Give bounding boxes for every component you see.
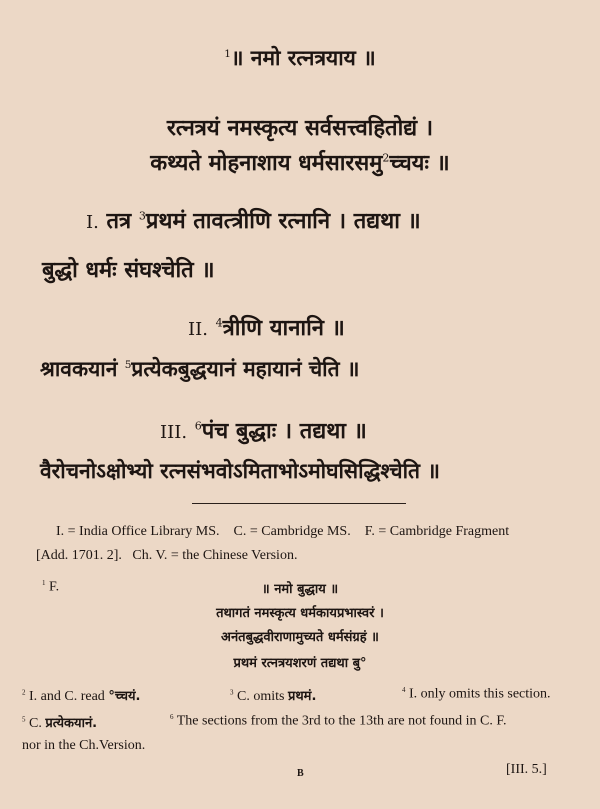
footnote-2: $^2$ I. and C. read °च्चयं.: [22, 688, 141, 704]
section-2-heading: [188, 312, 345, 342]
verse-line-2-part-b: च्चयः ॥: [389, 151, 450, 176]
footnote-1-line-1: ॥ नमो बुद्धाय ॥: [261, 582, 339, 597]
heading-text: ॥ नमो रत्नत्रयाय ॥: [230, 46, 376, 70]
section-3-heading: [160, 415, 367, 445]
section-3-text: पंच बुद्धाः । तद्यथा ॥: [201, 419, 367, 444]
abbreviations-line-1: I. = India Office Library MS. C. = Cambridge MS. F. = Cambridge Fragment: [56, 524, 510, 539]
footnote-1-marker: 1: [42, 579, 46, 587]
footnote-6-line-2: nor in the Ch.Version.: [22, 738, 146, 753]
section-2-line-2: [40, 355, 359, 383]
verse-footnote-marker: 2: [382, 151, 390, 165]
footnote-6: $^6$ The sections from the 3rd to the 13th are not found in C. F.: [170, 713, 507, 729]
section-2-line-2-part-a: श्रावकयानं: [40, 357, 118, 381]
footnote-1-line-4: प्रथमं रत्नत्रयशरणं तद्यथा बु°: [233, 656, 367, 671]
abbreviations-line-2: [Add. 1701. 2]. Ch. V. = the Chinese Version.: [36, 548, 298, 563]
signature-mark: B: [297, 768, 304, 779]
section-3-line-2: वैरोचनोऽक्षोभ्यो रत्नसंभवोऽमिताभोऽमोघसिद्धिश्चेति ॥: [40, 459, 440, 483]
section-3-footnote-marker: 6: [194, 419, 202, 433]
section-1-numeral: I.: [86, 212, 99, 233]
footnote-1-line-3: अनंतबुद्धवीराणामुच्यते धर्मसंग्रहं ॥: [221, 630, 379, 645]
heading-footnote-marker: 1: [224, 48, 231, 60]
heading: [0, 44, 600, 72]
section-2-text: त्रीणि यानानि ॥: [222, 316, 345, 341]
section-1-line-2: बुद्धो धर्मः संघश्चेति ॥: [42, 258, 215, 283]
footnote-3: $^3$ C. omits प्रथमं.: [230, 688, 317, 704]
footnote-5: $^5$ C. प्रत्येकयानं.: [22, 715, 98, 731]
section-2-footnote-marker: 4: [215, 316, 223, 330]
section-3-numeral: III.: [160, 422, 188, 443]
section-1-heading: [86, 205, 421, 235]
section-1-footnote-marker: 3: [138, 209, 146, 223]
section-2-numeral: II.: [188, 319, 208, 340]
footnote-divider: [192, 503, 406, 504]
footnote-4: $^4$ I. only omits this section.: [402, 686, 551, 702]
footnote-1-line-2: तथागतं नमस्कृत्य धर्मकायप्रभास्वरं ।: [216, 606, 384, 621]
verse-line-1: रत्नत्रयं नमस्कृत्य सर्वसत्त्वहितोद्यं ।: [166, 116, 434, 141]
footnote-1-label: $^1$ F.: [42, 579, 60, 595]
section-2-line-2-footnote-marker: 5: [124, 359, 132, 371]
section-1-pre: तत्र: [106, 209, 132, 234]
section-1-text: प्रथमं तावत्त्रीणि रत्नानि । तद्यथा ॥: [145, 209, 421, 234]
verse-line-2: [0, 147, 600, 177]
section-2-line-2-part-b: प्रत्येकबुद्धयानं महायानं चेति ॥: [131, 357, 360, 381]
verse-line-2-part-a: कथ्यते मोहनाशाय धर्मसारसमु: [150, 151, 383, 176]
page-reference: [III. 5.]: [506, 762, 547, 777]
